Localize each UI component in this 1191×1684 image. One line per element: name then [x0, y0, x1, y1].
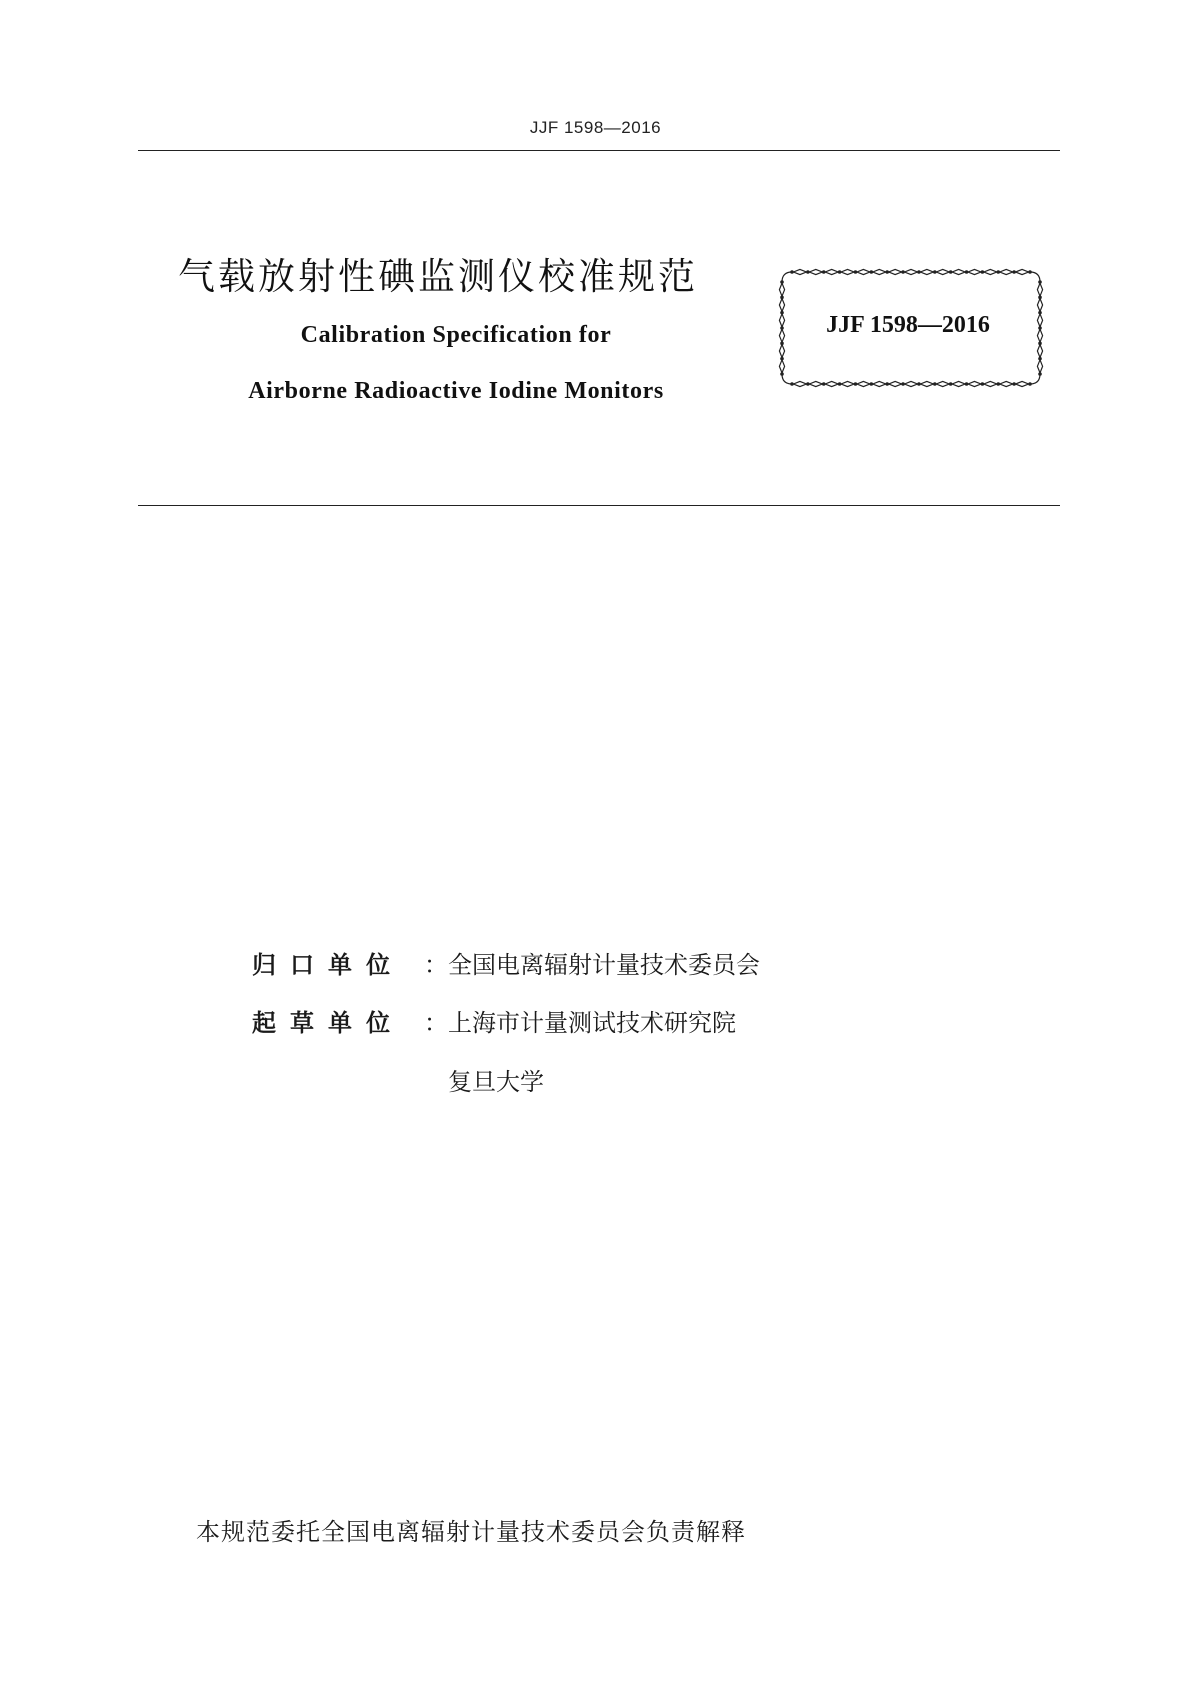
- border-diamond: [779, 283, 784, 296]
- border-diamond: [968, 269, 981, 274]
- border-diamond: [793, 269, 806, 274]
- border-diamond: [905, 269, 918, 274]
- border-diamond: [857, 269, 870, 274]
- responsible-unit-row: 归口单位 ：全国电离辐射计量技术委员会: [252, 945, 760, 980]
- border-diamond: [873, 381, 886, 386]
- border-corner: [1030, 374, 1040, 384]
- border-diamond: [936, 269, 949, 274]
- border-diamond: [889, 269, 902, 274]
- responsible-unit-label: 归口单位: [252, 951, 404, 979]
- code-box: [776, 266, 1054, 390]
- border-corner: [1030, 272, 1040, 282]
- border-diamond: [1037, 360, 1042, 373]
- border-diamond: [905, 381, 918, 386]
- running-header: JJF 1598—2016: [529, 118, 662, 137]
- border-corner: [782, 272, 792, 282]
- border-diamond: [920, 269, 933, 274]
- border-diamond: [1037, 345, 1042, 358]
- border-diamond: [952, 269, 965, 274]
- drafting-unit-value-1: 上海市计量测试技术研究院: [448, 1009, 736, 1037]
- border-diamond: [825, 381, 838, 386]
- chinese-title: 气载放射性碘监测仪校准规范: [178, 255, 698, 298]
- header-rule: [138, 150, 1060, 151]
- border-diamond: [841, 381, 854, 386]
- interpretation-note: 本规范委托全国电离辐射计量技术委员会负责解释: [196, 1518, 746, 1546]
- border-diamond: [984, 381, 997, 386]
- responsible-unit-value: 全国电离辐射计量技术委员会: [448, 951, 760, 979]
- border-diamond: [841, 269, 854, 274]
- border-diamond: [936, 381, 949, 386]
- drafting-unit-row: 起草单位 ：上海市计量测试技术研究院: [252, 1003, 736, 1038]
- border-diamond: [968, 381, 981, 386]
- border-diamond: [857, 381, 870, 386]
- english-title-line-2: Airborne Radioactive Iodine Monitors: [248, 378, 664, 404]
- border-diamond: [1000, 381, 1013, 386]
- border-diamond: [873, 269, 886, 274]
- drafting-unit-row-2: [448, 1062, 544, 1097]
- border-diamond: [889, 381, 902, 386]
- code-box-text: JJF 1598—2016: [826, 312, 990, 338]
- border-diamond: [809, 269, 822, 274]
- border-diamond: [1037, 283, 1042, 296]
- border-diamond: [984, 269, 997, 274]
- border-diamond: [793, 381, 806, 386]
- section-rule: [138, 505, 1060, 506]
- english-title-line-1: Calibration Specification for: [300, 322, 612, 348]
- border-diamond: [825, 269, 838, 274]
- border-diamond: [779, 360, 784, 373]
- border-diamond: [779, 299, 784, 312]
- border-diamond: [809, 381, 822, 386]
- border-diamond: [1016, 381, 1029, 386]
- border-diamond: [1000, 269, 1013, 274]
- border-corner: [782, 374, 792, 384]
- border-diamond: [1016, 269, 1029, 274]
- drafting-unit-value-2: 复旦大学: [448, 1068, 544, 1096]
- border-diamond: [952, 381, 965, 386]
- drafting-unit-label: 起草单位: [252, 1009, 404, 1037]
- border-diamond: [779, 345, 784, 358]
- border-diamond: [920, 381, 933, 386]
- border-diamond: [1037, 299, 1042, 312]
